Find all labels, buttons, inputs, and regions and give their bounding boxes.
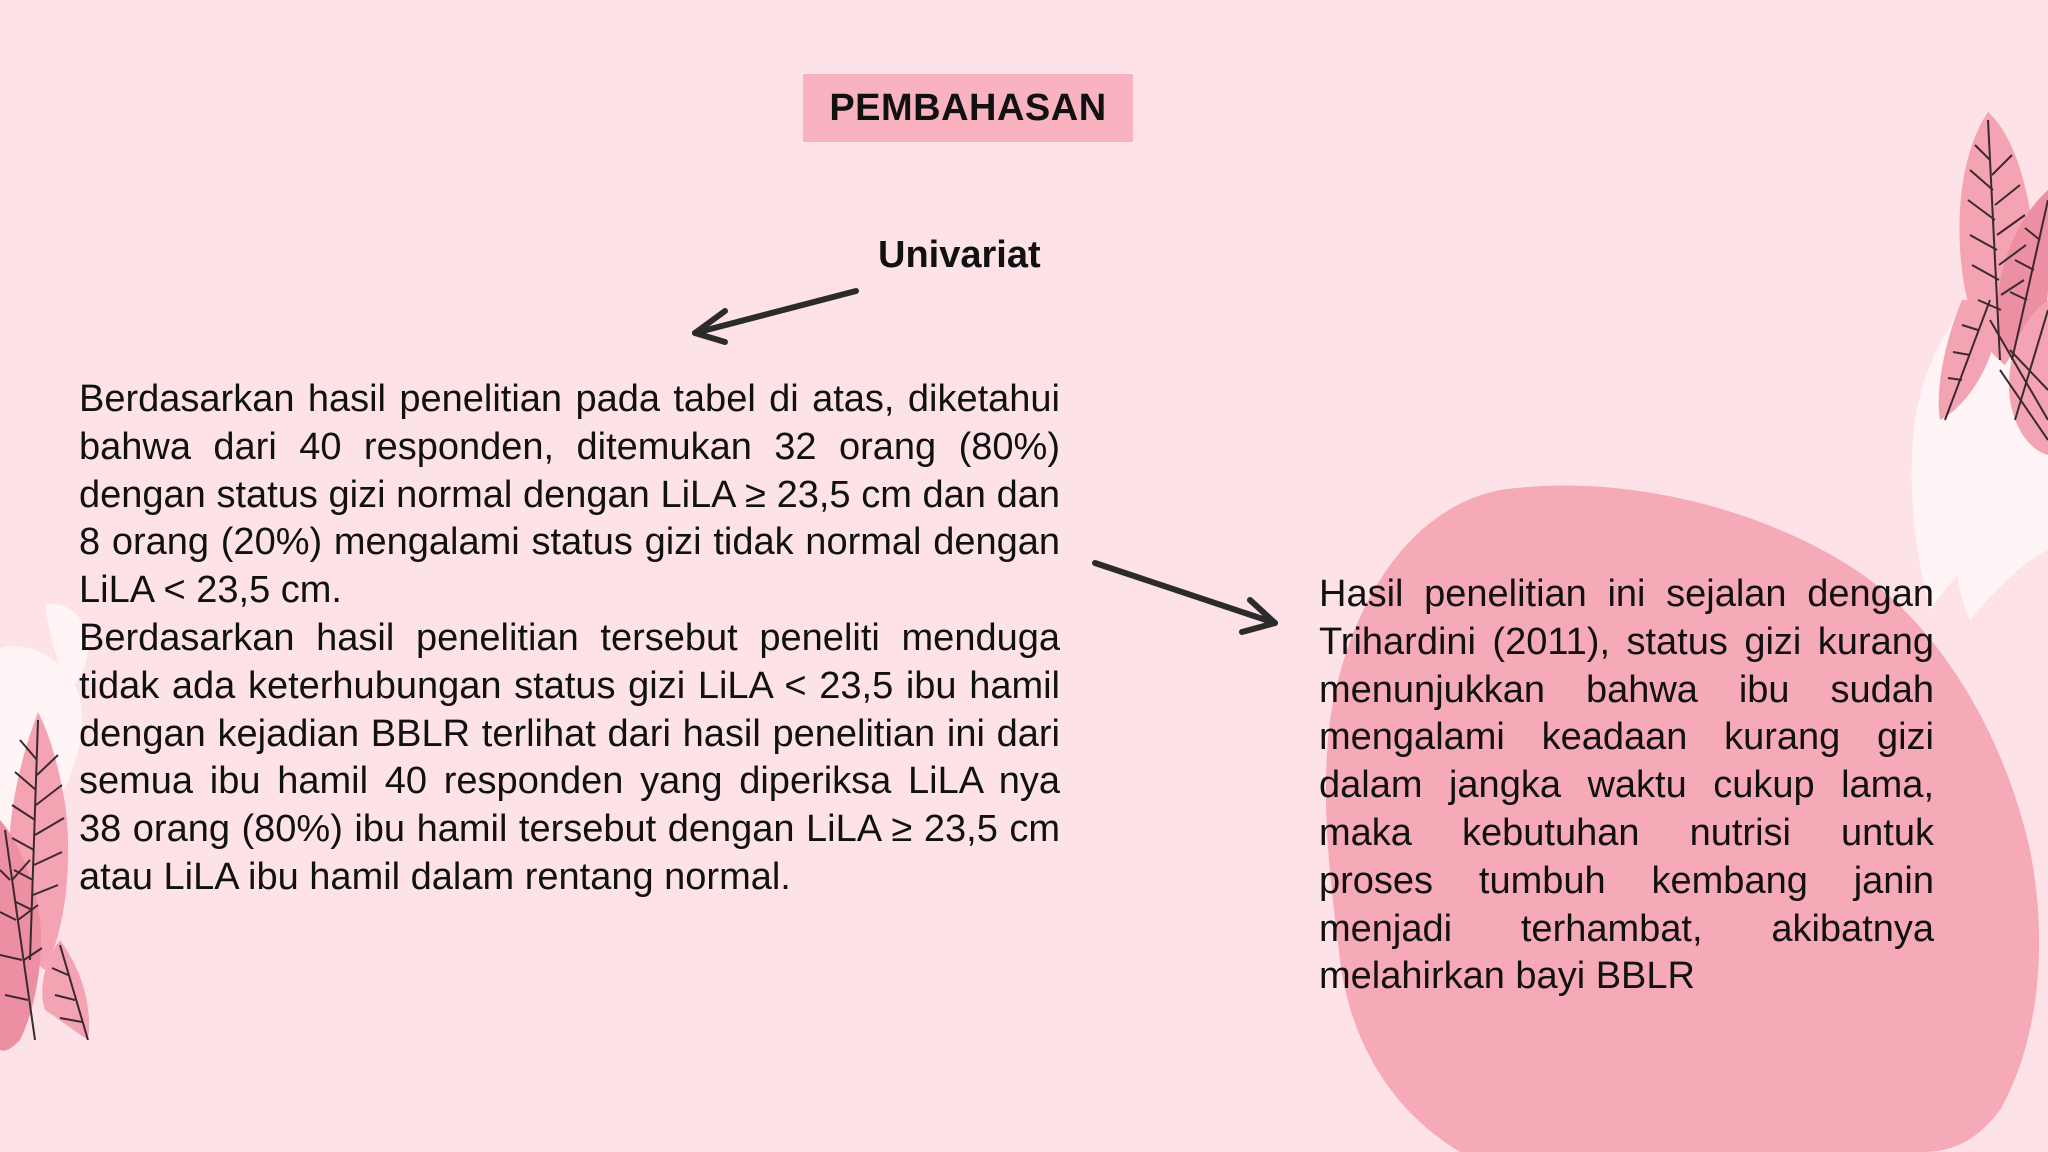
left-text-block (79, 376, 1060, 902)
right-text-block (1319, 571, 1934, 1001)
arrow-right-icon (1095, 563, 1275, 632)
section-subtitle: Univariat (878, 234, 1041, 276)
page-title: PEMBAHASAN (829, 86, 1107, 129)
leaf-decoration-right (1912, 112, 2048, 620)
left-paragraph-1: Berdasarkan hasil penelitian pada tabel di atas, diketahui bahwa dari 40 responden, ditemukan 32 orang (80%) dengan status gizi normal dengan LiLA ≥ 23,5 cm dan dan 8 orang (20%) mengalami status gizi tidak normal dengan LiLA < 23,5 cm. (79, 378, 1060, 612)
title-box (803, 74, 1133, 142)
right-paragraph: Hasil penelitian ini sejalan dengan Trihardini (2011), status gizi kurang menunjukkan bahwa ibu sudah mengalami keadaan kurang gizi dalam jangka waktu cukup lama, maka kebutuhan nutrisi untuk proses tumbuh kembang janin menjadi terhambat, akibatnya melahirkan bayi BBLR (1319, 573, 1934, 998)
leaf-decoration-left (0, 604, 89, 1051)
left-paragraph-2: Berdasarkan hasil penelitian tersebut peneliti menduga tidak ada keterhubungan status gizi LiLA < 23,5 ibu hamil dengan kejadian BBLR terlihat dari hasil penelitian ini dari semua ibu hamil 40 responden yang diperiksa LiLA nya 38 orang (80%) ibu hamil tersebut dengan LiLA ≥ 23,5 cm atau LiLA ibu hamil dalam rentang normal. (79, 616, 1060, 898)
arrow-left-icon (695, 291, 856, 342)
